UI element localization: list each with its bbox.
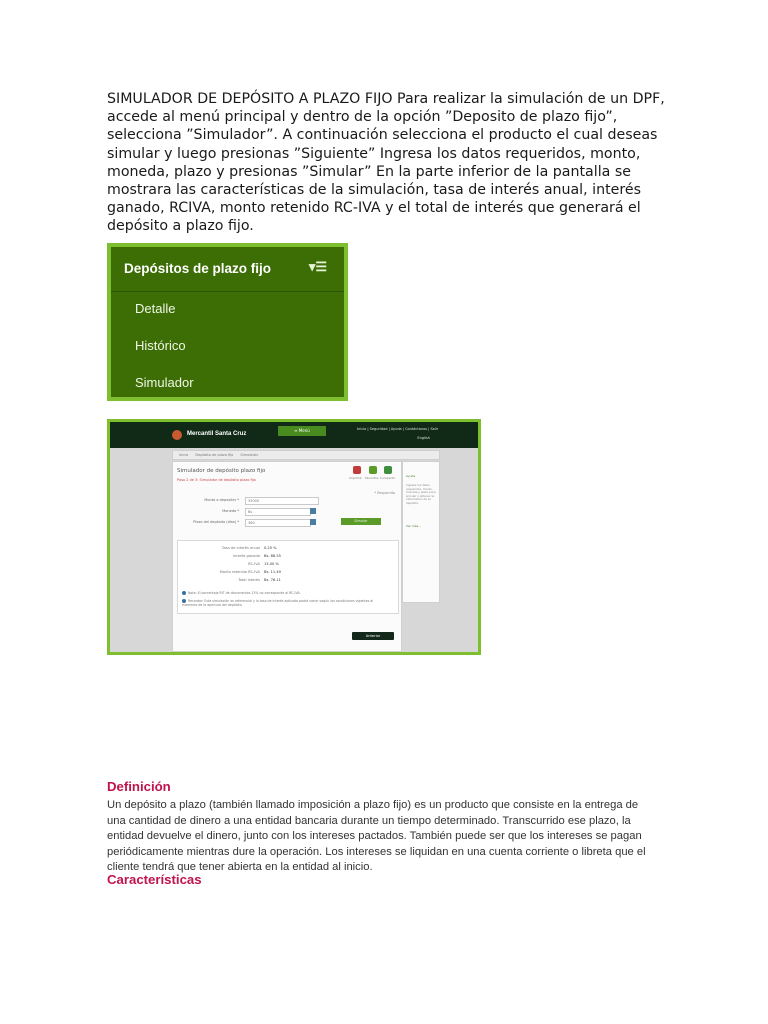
chevron-down-icon [310,519,316,525]
help-title: Ayuda [406,474,416,478]
dpf-menu-image [107,243,348,401]
back-button: Anterior [352,632,394,640]
simulator-panel [172,461,402,652]
note-item [182,591,382,595]
term-select: 360 [245,519,311,527]
definicion-title: Definición [107,779,171,794]
result-value: 13.00 % [264,562,279,566]
amount-label: Monto a depositar * [204,498,239,502]
menu-item-simulador: Simulador [135,375,194,390]
amount-field: 35000 [245,497,319,505]
favorite-icon [369,466,377,474]
panel-title: Simulador de depósito plazo fijo [177,468,266,474]
dpf-menu-header [111,247,344,292]
bank-menu-tab: ≡ Menú [278,426,326,436]
icon-label: Compartir [380,476,396,480]
chevron-down-icon [310,508,316,514]
simulator-screenshot [107,419,481,655]
currency-label: Moneda * [222,509,239,513]
breadcrumb-item: Inicio [179,453,189,457]
result-value: 0.25 % [264,546,277,550]
caracteristicas-title: Características [107,872,202,887]
result-value: Bs. 76.11 [264,578,281,582]
dpf-menu-title: Depósitos de plazo fijo [124,261,272,276]
help-link: Ver más... [406,524,422,528]
info-icon [182,591,186,595]
results-box [177,540,399,614]
icon-label: Favoritos [365,476,379,480]
breadcrumb-item: Simulador [240,453,259,457]
simulate-button: Simular [341,518,381,525]
bank-logo-icon [172,430,182,440]
currency-select: Bs [245,508,311,516]
bank-lang: English [417,436,430,440]
result-value: Bs. 88.55 [264,554,281,558]
print-icon [353,466,361,474]
menu-item-detalle: Detalle [135,301,176,316]
result-label: RC-IVA [248,562,260,566]
intro-paragraph: SIMULADOR DE DEPÓSITO A PLAZO FIJO Para realizar la simulación de un DPF, accede al menú principal y dentro de la opción ”Deposito de plazo fijo”, selecciona ”Simulador”. A continuación selecciona el producto el cual deseas simular y luego presionas ”Siguiente” Ingresa los datos requeridos, monto, moneda, plazo y presionas ”Simular” En la parte inferior de la pantalla se mostrara las características de la simulación, tasa de interés anual, interés ganado, RCIVA, monto retenido RC-IVA y el total de interés que generará el depósito a plazo fijo. [107,91,665,235]
help-text: Ingrese los datos requeridos, monto, moneda y plazo para simular y obtener la información de su depósito. [406,483,436,505]
note-text: Recordar: Esta simulación es referencial y la tasa de interés aplicada podrá variar según las condiciones vigentes al momento de la apertura del depósito. [182,599,374,607]
bank-brand: Mercantil Santa Cruz [187,431,247,437]
result-label: Tasa de interés anual [221,546,260,550]
note-item [182,599,382,607]
result-label: Total interés [238,578,260,582]
term-label: Plazo del depósito (días) * [193,520,239,524]
help-sidebar [402,461,440,603]
menu-icon: ▾☰ [308,259,327,274]
result-label: Monto retenido RC-IVA [219,570,260,574]
breadcrumb-item: Depósito de plazo fijo [195,453,234,457]
panel-subtitle: Paso 2 de 3: Simulador de depósito plazo fijo [177,478,256,482]
share-icon [384,466,392,474]
menu-item-historico: Histórico [135,338,186,353]
definicion-body: Un depósito a plazo (también llamado imposición a plazo fijo) es un producto que consiste en la entrega de una cantidad de dinero a una entidad bancaria durante un tiempo determinado. Transcurrido ese plazo, la entidad devuelve el dinero, junto con los intereses pactados. También puede ser que los intereses se pagan periódicamente mientras dure la operación. Los intereses se liquidan en una cuenta corriente o libreta que el cliente tendrá que tener abierta en la entidad al inicio. [107,799,646,873]
required-note: * Requerido [374,491,395,495]
note-text: Nota: El porcentaje RIT de documentos 13% no corresponde al RC-IVA. [188,591,301,595]
bank-header [110,422,478,448]
icon-label: Imprimir [349,476,362,480]
result-value: Bs. 11.49 [264,570,281,574]
result-label: Interés ganado [232,554,260,558]
bank-top-links: Inicio | Seguridad | Ayuda | Contáctanos | Salir [357,427,439,431]
breadcrumb [172,450,440,460]
